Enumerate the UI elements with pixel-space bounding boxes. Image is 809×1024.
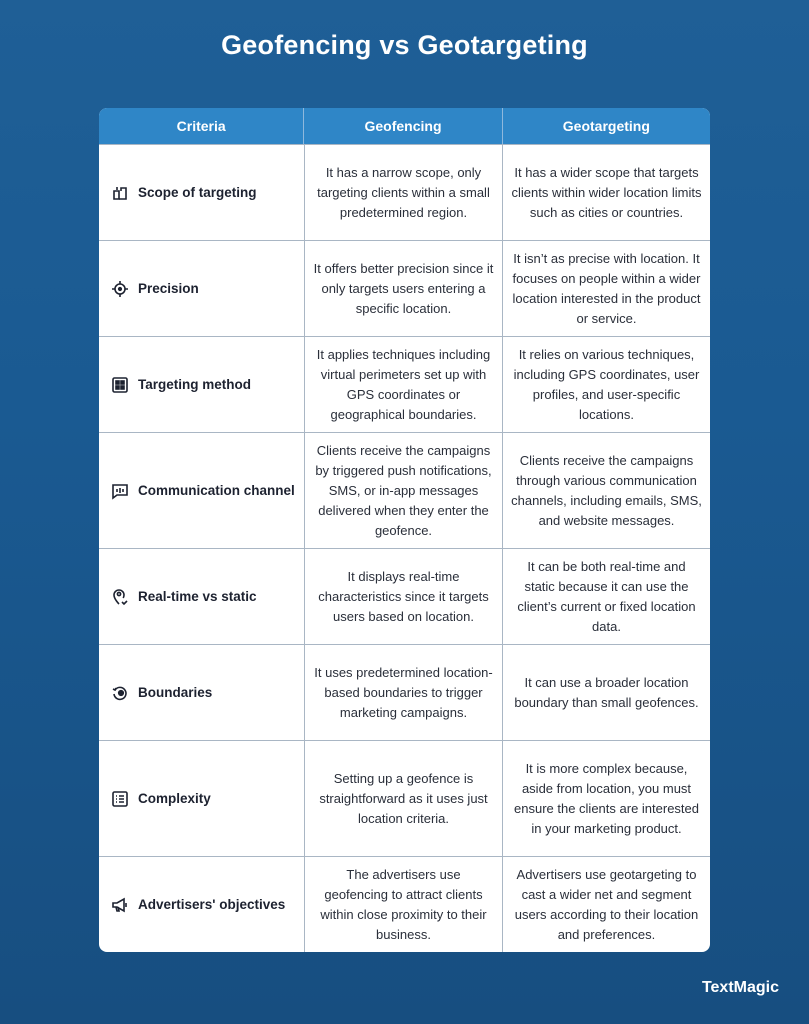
criteria-label: Complexity [138, 791, 211, 806]
geofencing-cell: Clients receive the campaigns by triggered push notifications, SMS, or in-app messages delivered when they enter the geofence. [304, 433, 502, 548]
geotargeting-cell: Advertisers use geotargeting to cast a wider net and segment users according to their location and preferences. [502, 857, 710, 952]
geotargeting-cell: It isn’t as precise with location. It focuses on people within a wider location interested in the product or service. [502, 241, 710, 336]
table-row [99, 240, 710, 336]
header-geotargeting: Geotargeting [502, 108, 710, 144]
message-icon [110, 481, 130, 501]
page-title: Geofencing vs Geotargeting [221, 30, 588, 60]
table-row [99, 856, 710, 952]
geofencing-cell: It displays real-time characteristics since it targets users based on location. [304, 549, 502, 644]
criteria-label: Advertisers' objectives [138, 897, 286, 912]
table-row [99, 432, 710, 548]
geofencing-cell: The advertisers use geofencing to attract clients within close proximity to their business. [304, 857, 502, 952]
geofencing-cell: It offers better precision since it only targets users entering a specific location. [304, 241, 502, 336]
textmagic-logo: TextMagic [701, 979, 779, 996]
geofencing-cell: Setting up a geofence is straightforward as it uses just location criteria. [304, 741, 502, 856]
geotargeting-cell: It is more complex because, aside from location, you must ensure the clients are interested in your marketing product. [502, 741, 710, 856]
table-row [99, 336, 710, 432]
geotargeting-cell: Clients receive the campaigns through various communication channels, including emails, SMS, and website messages. [502, 433, 710, 548]
boundary-icon [110, 683, 130, 703]
megaphone-icon [110, 895, 130, 915]
table-header [99, 108, 710, 144]
criteria-label: Real-time vs static [138, 589, 257, 604]
table-row [99, 548, 710, 644]
comparison-table [99, 108, 710, 952]
geotargeting-cell: It can use a broader location boundary than small geofences. [502, 645, 710, 740]
header-criteria: Criteria [176, 118, 226, 134]
geotargeting-cell: It has a wider scope that targets clients within wider location limits such as cities or countries. [502, 145, 710, 240]
list-icon [110, 789, 130, 809]
geofencing-cell: It applies techniques including virtual perimeters set up with GPS coordinates or geographical boundaries. [304, 337, 502, 432]
criteria-label: Targeting method [138, 377, 251, 392]
criteria-label: Communication channel [138, 483, 295, 498]
header-geofencing: Geofencing [303, 108, 501, 144]
criteria-label: Boundaries [138, 685, 213, 700]
criteria-label: Scope of targeting [138, 185, 257, 200]
geofencing-cell: It uses predetermined location-based boundaries to trigger marketing campaigns. [304, 645, 502, 740]
location-scope-icon [110, 183, 130, 203]
geotargeting-cell: It can be both real-time and static because it can use the client’s current or fixed location data. [502, 549, 710, 644]
location-user-icon [110, 587, 130, 607]
criteria-label: Precision [138, 281, 199, 296]
table-row [99, 144, 710, 240]
table-row [99, 644, 710, 740]
grid-icon [110, 375, 130, 395]
geofencing-cell: It has a narrow scope, only targeting clients within a small predetermined region. [304, 145, 502, 240]
geotargeting-cell: It relies on various techniques, including GPS coordinates, user profiles, and user-specific locations. [502, 337, 710, 432]
table-row [99, 740, 710, 856]
crosshair-icon [110, 279, 130, 299]
